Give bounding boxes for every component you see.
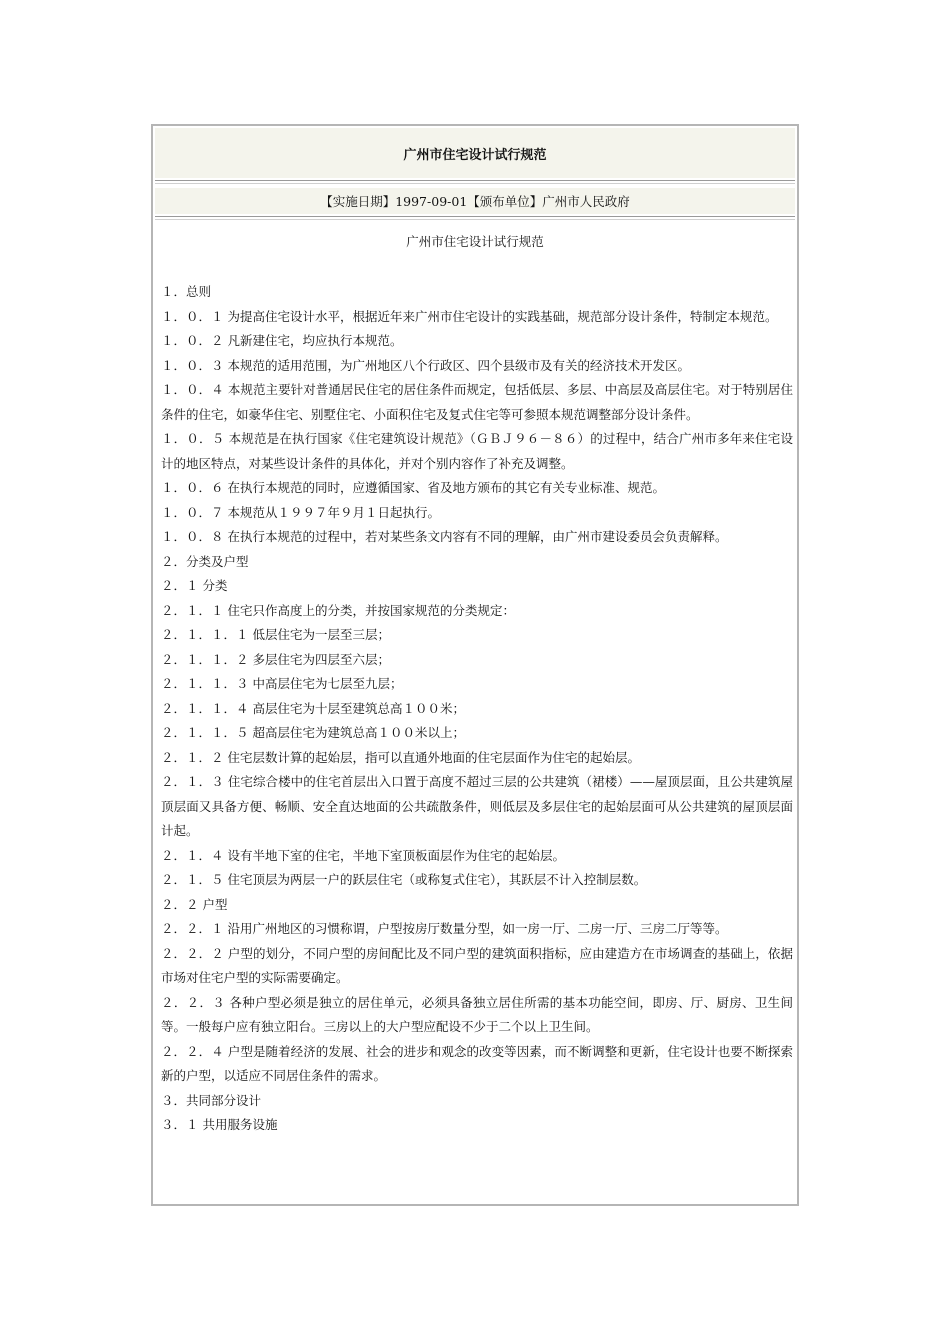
paragraph: ２．１．１ 住宅只作高度上的分类，并按国家规范的分类规定： bbox=[161, 602, 515, 618]
paragraph: １．０．２ 凡新建住宅，均应执行本规范。 bbox=[161, 333, 403, 348]
body-title: 广州市住宅设计试行规范 bbox=[406, 234, 544, 249]
paragraph: ２．１．３ 住宅综合楼中的住宅首层出入口置于高度不超过三层的公共建筑（裙楼）——屋顶层面，且公共建筑屋顶层面又具备方便、畅顺、安全直达地面的公共疏散条件，则低层及多层住宅的起始层面可从公共建筑的屋顶层面计起。 bbox=[161, 774, 793, 838]
paragraph: ２．１．２ 住宅层数计算的起始层，指可以直通外地面的住宅层面作为住宅的起始层。 bbox=[161, 749, 640, 765]
paragraph: ２．２．４ 户型是随着经济的发展、社会的进步和观念的改变等因素，而不断调整和更新，住宅设计也要不断探索新的户型，以适应不同居住条件的需求。 bbox=[161, 1043, 793, 1083]
paragraph: ２．２．１ 沿用广州地区的习惯称谓，户型按房厅数量分型，如一房一厅、二房一厅、三房二厅等等。 bbox=[161, 921, 728, 936]
divider bbox=[155, 219, 795, 220]
document-meta: 【实施日期】1997-09-01【颁布单位】广州市人民政府 bbox=[155, 188, 795, 214]
paragraph: ２．１．４ 设有半地下室的住宅，半地下室顶板面层作为住宅的起始层。 bbox=[161, 847, 565, 863]
paragraph: １．０．４ 本规范主要针对普通居民住宅的居住条件而规定，包括低层、多层、中高层及高层住宅。对于特别居住条件的住宅，如豪华住宅、别墅住宅、小面积住宅及复式住宅等可参照本规范调整部分设计条件。 bbox=[161, 382, 793, 422]
paragraph: １．０．７ 本规范从１９９７年９月１日起执行。 bbox=[161, 504, 440, 520]
divider bbox=[155, 183, 795, 184]
divider bbox=[155, 180, 795, 181]
paragraph: ３．１ 共用服务设施 bbox=[161, 1117, 278, 1132]
paragraph: １．总则 bbox=[161, 284, 212, 299]
paragraph: ２．１．５ 住宅顶层为两层一户的跃层住宅（或称复式住宅），其跃层不计入控制层数。 bbox=[161, 872, 647, 887]
paragraph: ２．１．１．５ 超高层住宅为建筑总高１００米以上； bbox=[161, 725, 465, 740]
paragraph: １．０．６ 在执行本规范的同时，应遵循国家、省及地方颁布的其它有关专业标准、规范。 bbox=[161, 480, 665, 495]
paragraph: １．０．８ 在执行本规范的过程中，若对某些条文内容有不同的理解，由广州市建设委员会负责解释。 bbox=[161, 529, 728, 544]
paragraph: ２．分类及户型 bbox=[161, 553, 249, 569]
paragraph: ２．１ 分类 bbox=[161, 578, 228, 593]
document-title: 广州市住宅设计试行规范 bbox=[155, 128, 795, 178]
paragraph: ２．１．１．４ 高层住宅为十层至建筑总高１００米； bbox=[161, 700, 465, 716]
paragraph: ２．２．２ 户型的划分，不同户型的房间配比及不同户型的建筑面积指标，应由建造方在市场调查的基础上，依据市场对住宅户型的实际需要确定。 bbox=[161, 945, 793, 985]
paragraph: １．０．５ 本规范是在执行国家《住宅建筑设计规范》（ＧＢＪ９６－８６）的过程中，结合广州市多年来住宅设计的地区特点，对某些设计条件的具体化，并对个别内容作了补充及调整。 bbox=[161, 431, 793, 471]
paragraph: ２．２ 户型 bbox=[161, 896, 228, 912]
paragraph: １．０．１ 为提高住宅设计水平，根据近年来广州市住宅设计的实践基础，规范部分设计条件，特制定本规范。 bbox=[161, 308, 778, 324]
paragraph: ２．１．１．２ 多层住宅为四层至六层； bbox=[161, 651, 390, 667]
document-frame bbox=[151, 124, 799, 1206]
paragraph: １．０．３ 本规范的适用范围，为广州地区八个行政区、四个县级市及有关的经济技术开发区。 bbox=[161, 357, 690, 373]
paragraph: ３．共同部分设计 bbox=[161, 1092, 262, 1108]
document-body bbox=[161, 280, 793, 1138]
paragraph: ２．２．３ 各种户型必须是独立的居住单元，必须具备独立居住所需的基本功能空间，即房、厅、厨房、卫生间等。一般每户应有独立阳台。三房以上的大户型应配设不少于二个以上卫生间。 bbox=[161, 994, 793, 1034]
divider bbox=[155, 216, 795, 217]
paragraph: ２．１．１．１ 低层住宅为一层至三层； bbox=[161, 627, 390, 642]
paragraph: ２．１．１．３ 中高层住宅为七层至九层； bbox=[161, 676, 403, 691]
